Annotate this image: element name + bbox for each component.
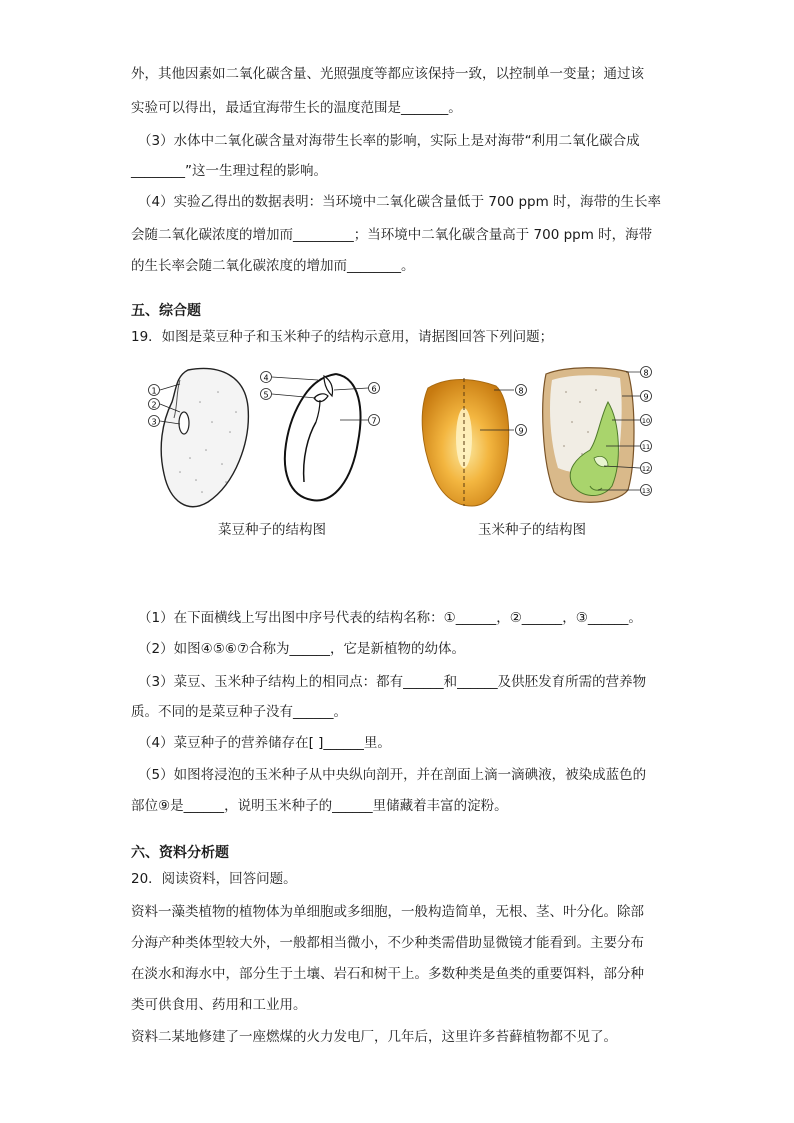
svg-text:2: 2 <box>151 400 157 410</box>
section-title-6: 六、资料分析题 <box>131 845 229 861</box>
material-line-3: 在淡水和海水中，部分生于土壤、岩石和树干上。多数种类是鱼类的重要饵料，部分种 <box>131 966 644 982</box>
corn-seed-external-figure <box>414 372 544 512</box>
svg-text:4: 4 <box>263 373 269 383</box>
bean-seed-internal-figure <box>258 362 390 512</box>
text-line-6: 会随二氧化碳浓度的增加而_________；当环境中二氧化碳含量高于 700 ppm 时，海带 <box>131 227 653 243</box>
svg-text:12: 12 <box>641 465 651 473</box>
question-19-4: （4）菜豆种子的营养储存在[ ]______里。 <box>138 735 391 751</box>
svg-text:8: 8 <box>518 386 524 396</box>
svg-text:3: 3 <box>151 417 157 427</box>
text-line-7: 的生长率会随二氧化碳浓度的增加而________。 <box>131 258 415 274</box>
question-19: 19．如图是菜豆种子和玉米种子的结构示意用，请据图回答下列问题； <box>131 329 554 345</box>
material-line-1: 资料一藻类植物的植物体为单细胞或多细胞，一般构造简单，无根、茎、叶分化。除部 <box>131 904 644 920</box>
text-line-5: （4）实验乙得出的数据表明：当环境中二氧化碳含量低于 700 ppm 时，海带的生长率 <box>138 194 662 210</box>
svg-text:9: 9 <box>643 392 649 402</box>
text-line-2: 实验可以得出，最适宜海带生长的温度范围是_______。 <box>131 100 462 116</box>
corn-caption: 玉米种子的结构图 <box>478 522 586 538</box>
corn-seed-section-figure <box>536 362 666 512</box>
text-line-4: ________”这一生理过程的影响。 <box>131 163 327 179</box>
text-line-1: 外，其他因素如二氧化碳含量、光照强度等都应该保持一致，以控制单一变量；通过该 <box>131 66 644 82</box>
svg-text:1: 1 <box>151 386 157 396</box>
question-19-5a: （5）如图将浸泡的玉米种子从中央纵向剖开，并在剖面上滴一滴碘液，被染成蓝色的 <box>138 767 647 783</box>
material-line-2: 分海产种类体型较大外，一般都相当微小，不少种类需借助显微镜才能看到。主要分布 <box>131 935 644 951</box>
text-line-3: （3）水体中二氧化碳含量对海带生长率的影响，实际上是对海带“利用二氧化碳合成 <box>138 133 640 149</box>
question-19-2: （2）如图④⑤⑥⑦合称为______，它是新植物的幼体。 <box>138 641 465 657</box>
svg-text:7: 7 <box>371 416 377 426</box>
section-title-5: 五、综合题 <box>131 303 201 319</box>
question-19-3b: 质。不同的是菜豆种子没有______。 <box>131 704 347 720</box>
svg-text:8: 8 <box>643 368 649 378</box>
svg-text:11: 11 <box>641 443 651 451</box>
material-line-4: 类可供食用、药用和工业用。 <box>131 997 307 1013</box>
svg-text:13: 13 <box>641 487 651 495</box>
svg-text:10: 10 <box>641 417 651 425</box>
question-19-3a: （3）菜豆、玉米种子结构上的相同点：都有______和______及供胚发育所需的营养物 <box>138 674 647 690</box>
bean-seed-external-figure <box>140 362 260 512</box>
svg-text:6: 6 <box>371 384 377 394</box>
question-19-5b: 部位⑨是______，说明玉米种子的______里储藏着丰富的淀粉。 <box>131 798 508 814</box>
svg-text:9: 9 <box>518 426 524 436</box>
question-20: 20．阅读资料，回答问题。 <box>131 871 297 887</box>
question-19-1: （1）在下面横线上写出图中序号代表的结构名称：①______，②______，③______。 <box>138 610 642 626</box>
material-line-5: 资料二某地修建了一座燃煤的火力发电厂，几年后，这里许多苔藓植物都不见了。 <box>131 1029 617 1045</box>
svg-text:5: 5 <box>263 390 269 400</box>
bean-caption: 菜豆种子的结构图 <box>218 522 326 538</box>
